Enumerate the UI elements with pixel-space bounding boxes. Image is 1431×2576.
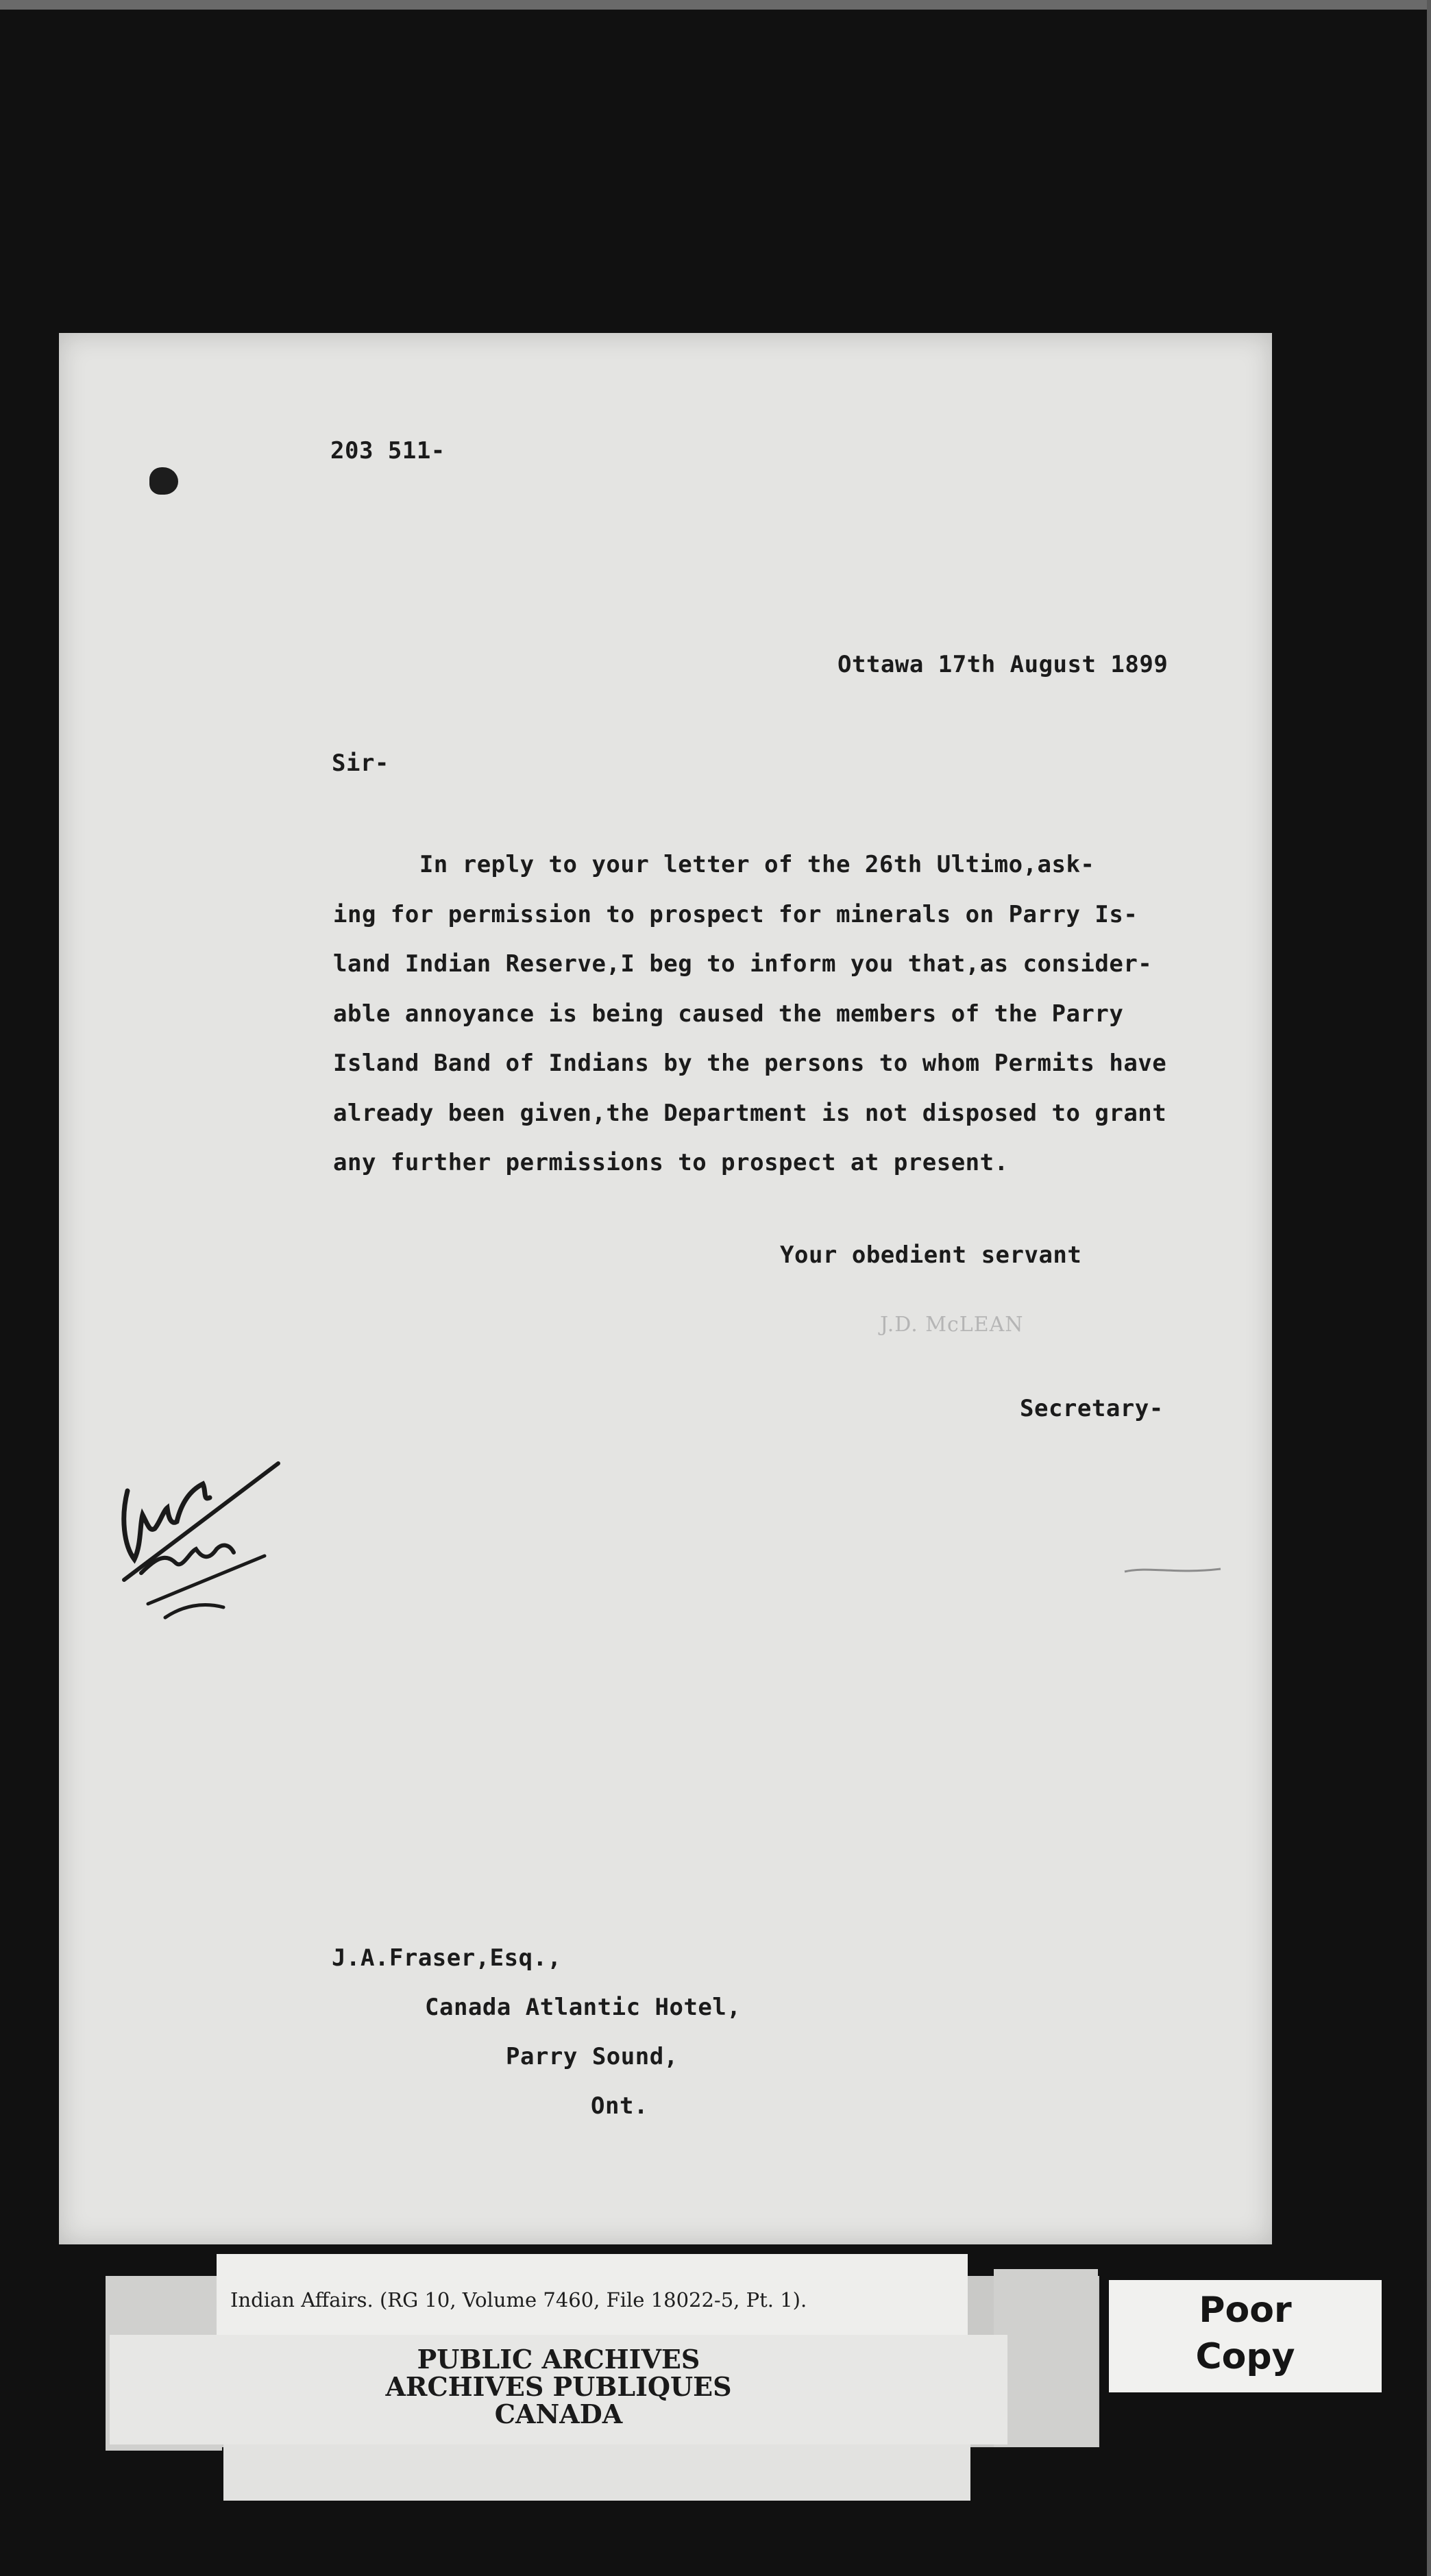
- body-line: In reply to your letter of the 26th Ultimo,ask-: [333, 851, 1095, 878]
- quality-line: Copy: [1195, 2336, 1295, 2377]
- body-line: ing for permission to prospect for minerals on Parry Is-: [333, 900, 1138, 928]
- address-line: Parry Sound,: [506, 2043, 678, 2070]
- margin-pencil-mark: [1121, 1559, 1224, 1580]
- archives-stamp: [110, 2346, 1007, 2428]
- archives-line: PUBLIC ARCHIVES: [417, 2344, 700, 2375]
- signatory-title: Secretary-: [1020, 1395, 1164, 1422]
- poor-copy-text: [1109, 2287, 1382, 2380]
- quality-line: Poor: [1199, 2290, 1292, 2331]
- salutation: Sir-: [332, 750, 389, 777]
- frame-top-border: [0, 0, 1431, 10]
- label-right-tab: [994, 2269, 1098, 2447]
- address-line: Ont.: [591, 2092, 648, 2120]
- label-bottom-strip: [223, 2444, 970, 2501]
- archives-line: CANADA: [494, 2399, 623, 2429]
- body-line: Island Band of Indians by the persons to whom Permits have: [333, 1050, 1167, 1077]
- body-line: able annoyance is being caused the members of the Parry: [333, 1000, 1124, 1028]
- body-line: already been given,the Department is not disposed to grant: [333, 1099, 1167, 1127]
- archives-line: ARCHIVES PUBLIQUES: [385, 2371, 732, 2402]
- date-line: Ottawa 17th August 1899: [837, 651, 1169, 678]
- closing-line: Your obedient servant: [780, 1241, 1082, 1269]
- address-line: J.A.Fraser,Esq.,: [332, 1944, 562, 1972]
- source-citation: Indian Affairs. (RG 10, Volume 7460, File 18022-5, Pt. 1).: [230, 2288, 807, 2312]
- file-number: 203 511-: [330, 437, 445, 465]
- signature-stamp: J.D. McLEAN: [880, 1313, 1024, 1337]
- address-line: Canada Atlantic Hotel,: [425, 1994, 742, 2021]
- handwritten-initials: [100, 1388, 306, 1621]
- body-line: any further permissions to prospect at present.: [333, 1149, 1009, 1176]
- letter-body: [333, 840, 1166, 1188]
- body-line: land Indian Reserve,I beg to inform you that,as consider-: [333, 950, 1153, 978]
- punch-hole-mark: [149, 467, 178, 495]
- letter-page: [59, 333, 1272, 2244]
- frame-right-border: [1427, 0, 1431, 2576]
- recipient-address: [332, 1933, 741, 2131]
